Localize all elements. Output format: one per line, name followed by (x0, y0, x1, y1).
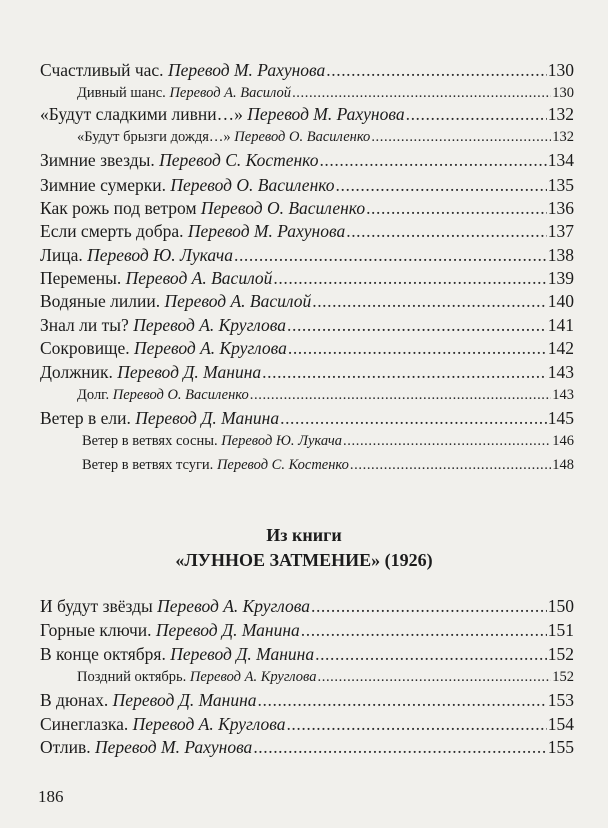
toc-entry (40, 317, 574, 335)
entry-translator: Перевод Д. Манина (112, 690, 257, 710)
dot-leader (343, 434, 551, 449)
entry-translator: Перевод Д. Манина (135, 408, 280, 428)
entry-page-number: 154 (547, 714, 574, 734)
entry-page-number: 143 (552, 387, 574, 403)
entry-page-number: 148 (552, 457, 574, 473)
entry-page-number: 143 (547, 362, 574, 382)
toc-entry (40, 270, 574, 288)
entry-page-number: 130 (552, 85, 574, 101)
page-number: 186 (38, 787, 64, 806)
entry-title: Ветер в ветвях сосны. Перевод Ю. Лукача (82, 433, 343, 449)
entry-translator: Перевод А. Круглова (157, 596, 310, 616)
toc-entry (77, 130, 574, 145)
toc-entry (40, 152, 574, 170)
toc-entry (40, 364, 574, 382)
entry-translator: Перевод М. Рахунова (94, 737, 253, 757)
dot-leader (301, 622, 547, 640)
entry-translator: Перевод С. Костенко (159, 150, 319, 170)
toc-entry (77, 86, 574, 101)
entry-page-number: 136 (547, 198, 574, 218)
entry-title: Горные ключи. Перевод Д. Манина (40, 620, 300, 640)
entry-title: Если смерть добра. Перевод М. Рахунова (40, 221, 346, 241)
toc-entry (77, 670, 574, 685)
entry-translator: Перевод А. Круглова (133, 315, 286, 335)
toc-entry (40, 340, 574, 358)
toc-entry (40, 62, 574, 80)
entry-page-number: 145 (547, 408, 574, 428)
dot-leader (350, 458, 551, 473)
toc-entry (40, 739, 574, 757)
entry-page-number: 140 (547, 291, 574, 311)
dot-leader (273, 270, 546, 288)
entry-page-number: 152 (547, 644, 574, 664)
dot-leader (234, 247, 547, 265)
toc-entry (40, 106, 574, 124)
dot-leader (312, 293, 547, 311)
entry-title: Водяные лилии. Перевод А. Василой (40, 291, 312, 311)
toc-entry (40, 223, 574, 241)
entry-title: «Будут сладкими ливни…» Перевод М. Рахунова (40, 104, 405, 124)
entry-page-number: 153 (547, 690, 574, 710)
entry-translator: Перевод А. Василой (169, 85, 292, 101)
dot-leader (258, 692, 547, 710)
toc-entry (40, 177, 574, 195)
dot-leader (315, 646, 547, 664)
toc-entry (82, 434, 574, 449)
toc-entry (40, 410, 574, 428)
toc-entry (40, 200, 574, 218)
entry-title: Поздний октябрь. Перевод А. Круглова (77, 669, 317, 685)
toc-entry (40, 692, 574, 710)
entry-title: Лица. Перевод Ю. Лукача (40, 245, 233, 265)
entry-page-number: 132 (552, 129, 574, 145)
entry-translator: Перевод Ю. Лукача (221, 433, 343, 449)
section-heading-line1: Из книги (266, 525, 342, 545)
toc-entry (40, 293, 574, 311)
entry-title: Знал ли ты? Перевод А. Круглова (40, 315, 286, 335)
dot-leader (253, 739, 546, 757)
entry-title: Как рожь под ветром Перевод О. Василенко (40, 198, 366, 218)
entry-page-number: 141 (547, 315, 574, 335)
entry-translator: Перевод М. Рахунова (167, 60, 326, 80)
toc-entry (40, 646, 574, 664)
entry-title: Счастливый час. Перевод М. Рахунова (40, 60, 326, 80)
dot-leader (287, 317, 547, 335)
entry-page-number: 137 (547, 221, 574, 241)
dot-leader (311, 598, 547, 616)
toc-entry (40, 716, 574, 734)
dot-leader (319, 152, 546, 170)
entry-title: Сокровище. Перевод А. Круглова (40, 338, 287, 358)
dot-leader (288, 340, 547, 358)
entry-title: Ветер в ветвях тсуги. Перевод С. Костенко (82, 457, 349, 473)
entry-translator: Перевод С. Костенко (216, 457, 349, 473)
entry-title: Зимние сумерки. Перевод О. Василенко (40, 175, 335, 195)
entry-page-number: 151 (547, 620, 574, 640)
entry-translator: Перевод А. Круглова (189, 669, 317, 685)
entry-page-number: 146 (552, 433, 574, 449)
toc-entry (40, 598, 574, 616)
entry-title: Перемены. Перевод А. Василой (40, 268, 273, 288)
dot-leader (250, 388, 551, 403)
dot-leader (366, 200, 547, 218)
dot-leader (286, 716, 546, 734)
toc-entry (77, 388, 574, 403)
entry-translator: Перевод А. Василой (164, 291, 312, 311)
entry-translator: Перевод Ю. Лукача (87, 245, 233, 265)
entry-translator: Перевод Д. Манина (155, 620, 300, 640)
entry-title: Отлив. Перевод М. Рахунова (40, 737, 253, 757)
entry-title: В конце октября. Перевод Д. Манина (40, 644, 315, 664)
entry-translator: Перевод М. Рахунова (187, 221, 346, 241)
entry-title: Дивный шанс. Перевод А. Василой (77, 85, 292, 101)
entry-page-number: 132 (547, 104, 574, 124)
dot-leader (346, 223, 547, 241)
dot-leader (406, 106, 547, 124)
dot-leader (280, 410, 547, 428)
entry-page-number: 138 (547, 245, 574, 265)
section-heading-line2: «ЛУННОЕ ЗАТМЕНИЕ» (1926) (175, 550, 433, 570)
entry-translator: Перевод О. Василенко (200, 198, 366, 218)
entry-page-number: 135 (547, 175, 574, 195)
entry-page-number: 139 (547, 268, 574, 288)
entry-page-number: 152 (552, 669, 574, 685)
entry-title: «Будут брызги дождя…» Перевод О. Василенко (77, 129, 371, 145)
entry-page-number: 155 (547, 737, 574, 757)
toc-entry (82, 458, 574, 473)
entry-translator: Перевод Д. Манина (117, 362, 262, 382)
entry-translator: Перевод А. Василой (125, 268, 273, 288)
entry-translator: Перевод О. Василенко (234, 129, 371, 145)
entry-page-number: 130 (547, 60, 574, 80)
toc-entry (40, 247, 574, 265)
entry-translator: Перевод О. Василенко (112, 387, 249, 403)
entry-title: Синеглазка. Перевод А. Круглова (40, 714, 286, 734)
entry-title: И будут звёзды Перевод А. Круглова (40, 596, 310, 616)
entry-title: Долг. Перевод О. Василенко (77, 387, 249, 403)
entry-translator: Перевод О. Василенко (170, 175, 335, 195)
dot-leader (292, 86, 551, 101)
dot-leader (318, 670, 552, 685)
entry-page-number: 150 (547, 596, 574, 616)
entry-page-number: 134 (547, 150, 574, 170)
entry-translator: Перевод А. Круглова (132, 714, 286, 734)
entry-title: Должник. Перевод Д. Манина (40, 362, 262, 382)
entry-page-number: 142 (547, 338, 574, 358)
entry-translator: Перевод Д. Манина (170, 644, 315, 664)
entry-translator: Перевод А. Круглова (134, 338, 287, 358)
entry-title: В дюнах. Перевод Д. Манина (40, 690, 257, 710)
dot-leader (371, 130, 551, 145)
dot-leader (262, 364, 547, 382)
entry-title: Ветер в ели. Перевод Д. Манина (40, 408, 280, 428)
dot-leader (326, 62, 546, 80)
dot-leader (336, 177, 547, 195)
entry-title: Зимние звезды. Перевод С. Костенко (40, 150, 319, 170)
entry-translator: Перевод М. Рахунова (247, 104, 405, 124)
toc-entry (40, 622, 574, 640)
